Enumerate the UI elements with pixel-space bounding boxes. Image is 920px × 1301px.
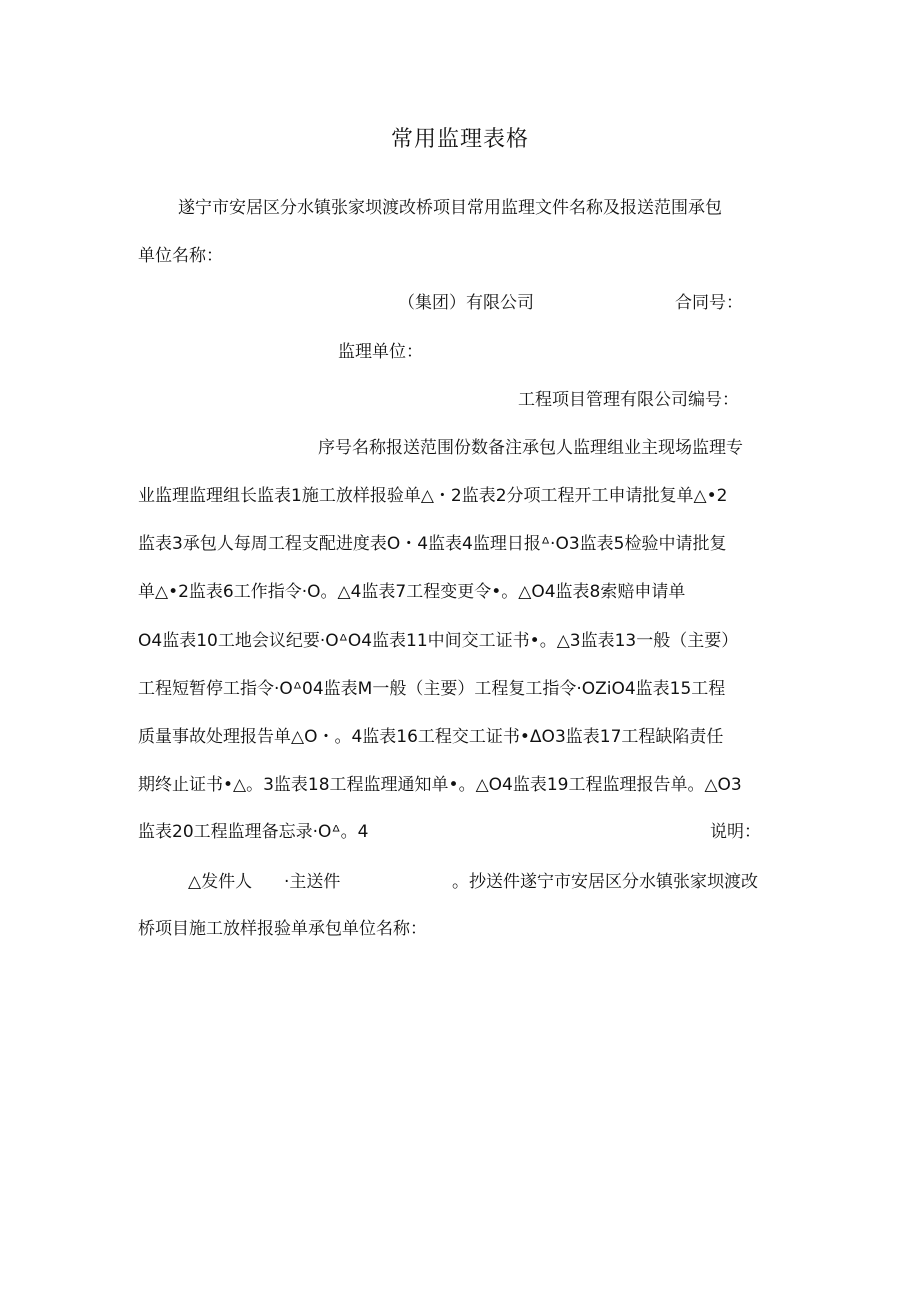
body-line-3: 监表3承包人每周工程支配进度表O・4监表4监理日报ᐞ·O3监表5检验中请批复 xyxy=(138,534,727,554)
project-management-label: 工程项目管理有限公司编号： xyxy=(518,390,739,410)
company-name-suffix: （集团）有限公司 xyxy=(398,293,534,313)
contract-number-label: 合同号： xyxy=(675,293,743,313)
sender-label: △发件人 xyxy=(188,872,253,892)
body-line-9: 监表20工程监理备忘录·Oᐞ。4 xyxy=(138,822,369,842)
last-line: 桥项目施工放样报验单承包单位名称： xyxy=(138,919,427,939)
cc-text: 。抄送件遂宁市安居区分水镇张家坝渡改 xyxy=(452,872,758,892)
main-send-label: ·主送件 xyxy=(284,872,341,892)
supervisor-unit-label: 监理单位： xyxy=(338,342,423,362)
body-line-2: 业监理监理组长监表1施工放样报验单△・2监表2分项工程开工申请批复单△•2 xyxy=(138,486,728,506)
body-line-6: 工程短暂停工指令·Oᐞ04监表M一般（主要）工程复工指令·OZiO4监表15工程 xyxy=(138,679,726,699)
body-line-7: 质量事故处理报告单△O・。4监表16工程交工证书•ΔO3监表17工程缺陷责任 xyxy=(138,727,724,747)
intro-line-2: 单位名称： xyxy=(138,246,223,266)
body-line-1: 序号名称报送范围份数备注承包人监理组业主现场监理专 xyxy=(318,438,743,458)
document-title: 常用监理表格 xyxy=(390,127,529,152)
body-line-8: 期终止证书•△。3监表18工程监理通知单•。△O4监表19工程监理报告单。△O3 xyxy=(138,775,742,795)
intro-line-1: 遂宁市安居区分水镇张家坝渡改桥项目常用监理文件名称及报送范围承包 xyxy=(178,198,722,218)
body-line-5: O4监表10工地会议纪要·OᐞO4监表11中间交工证书•。△3监表13一般（主要） xyxy=(138,631,739,651)
note-label: 说明： xyxy=(710,822,761,842)
body-line-4: 单△•2监表6工作指令·O。△4监表7工程变更令•。△O4监表8索赔申请单 xyxy=(138,582,686,602)
